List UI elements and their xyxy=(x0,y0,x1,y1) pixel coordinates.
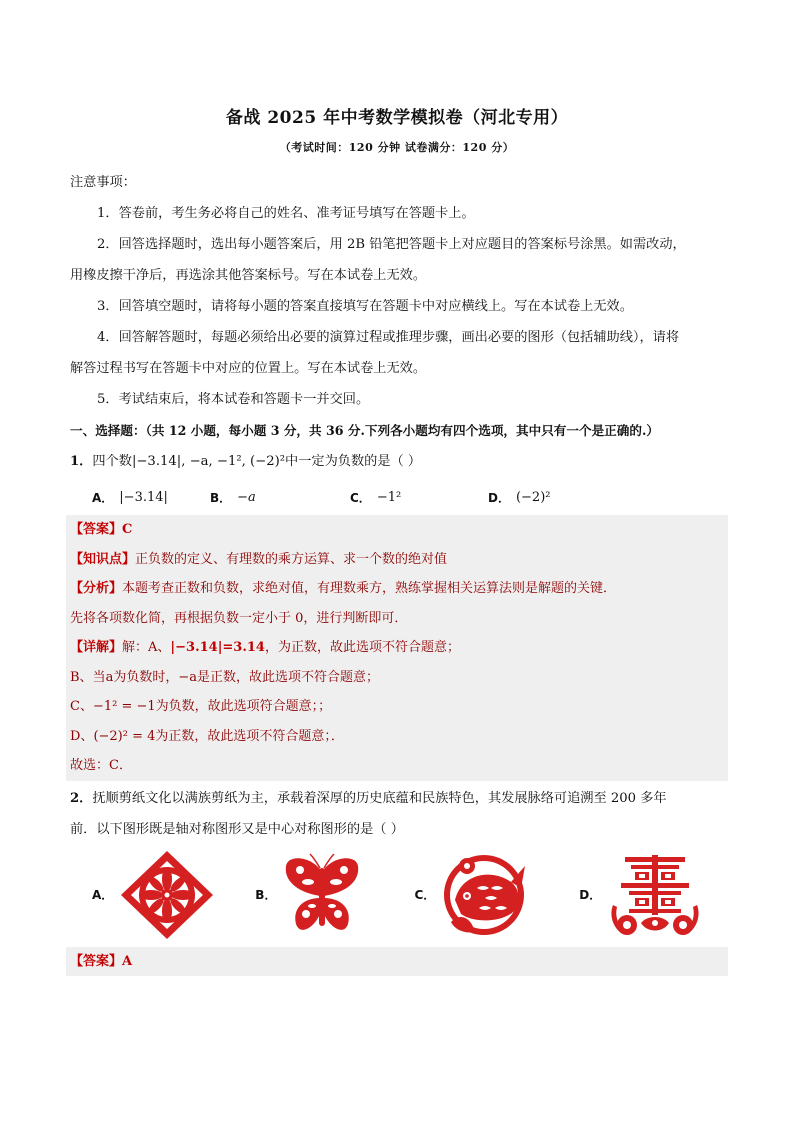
question-1-math: |−3.14|, −a, −1², (−2)² xyxy=(131,454,286,469)
option-c[interactable]: C． xyxy=(414,852,527,938)
page-title: 备战 2025 年中考数学模拟卷（河北专用） xyxy=(225,108,569,128)
question-1-solution xyxy=(66,515,728,781)
detail-row-d: D、(−2)² = 4为正数，故此选项不符合题意；． xyxy=(70,728,344,744)
answer-row: 【答案】C xyxy=(70,522,133,537)
question-2-options xyxy=(70,849,724,941)
option-b[interactable]: B． xyxy=(255,852,362,938)
option-a[interactable]: A． xyxy=(92,849,215,941)
knowledge-row: 【知识点】正负数的定义、有理数的乘方运算、求一个数的绝对值 xyxy=(70,551,448,567)
notice-item-4a: 4．回答解答题时，每题必须给出必要的演算过程或推理步骤，画出必要的图形（包括辅助线），请将 xyxy=(97,330,680,345)
option-c[interactable]: C． −1² xyxy=(350,489,402,505)
notice-item-4b: 解答过程书写在答题卡中对应的位置上。写在本试卷上无效。 xyxy=(70,361,427,376)
notice-heading: 注意事项： xyxy=(70,175,136,190)
option-b[interactable]: B． −a xyxy=(210,489,256,505)
answer-value: A xyxy=(122,953,133,969)
neg-a: −a xyxy=(178,669,197,685)
option-d[interactable]: D． xyxy=(579,853,703,937)
paper-cut-double-happiness-icon xyxy=(607,853,703,937)
notice-item-3: 3．回答填空题时，请将每小题的答案直接填写在答题卡中对应横线上。写在本试卷上无效。 xyxy=(97,299,633,314)
analysis-row: 【分析】本题考查正数和负数，求绝对值，有理数乘方，熟练掌握相关运算法则是解题的关键． xyxy=(70,581,617,596)
question-2-stem-1: 2．抚顺剪纸文化以满族剪纸为主，承载着深厚的历史底蕴和民族特色，其发展脉络可追溯至 200 多年 xyxy=(70,790,667,806)
question-2-stem-2: 前．以下图形既是轴对称图形又是中心对称图形的是（ ） xyxy=(70,821,404,837)
var-a: a xyxy=(105,669,114,685)
conclusion-row: 故选：C． xyxy=(70,758,132,773)
detail-row-a: 【详解】解：A、|−3.14|=3.14，为正数，故此选项不符合题意； xyxy=(70,640,460,655)
question-1-stem xyxy=(70,446,724,477)
analysis-row-2: 先将各项数化简，再根据负数一定小于 0，进行判断即可． xyxy=(70,610,408,626)
option-d[interactable]: D． (−2)² xyxy=(488,489,551,505)
option-a[interactable]: A． |−3.14| xyxy=(92,489,168,505)
question-1-number: 1． xyxy=(70,454,93,469)
detail-row-b: B、当a为负数时，−a是正数，故此选项不符合题意； xyxy=(70,669,380,685)
detail-row-c: C、−1² = −1为负数，故此选项符合题意；； xyxy=(70,699,332,714)
notice-item-2a: 2．回答选择题时，选出每小题答案后，用 2B 铅笔把答题卡上对应题目的答案标号涂黑。如需改动， xyxy=(97,237,686,252)
notice-item-5: 5．考试结束后，将本试卷和答题卡一并交回。 xyxy=(97,392,370,407)
exam-page xyxy=(70,100,724,976)
section-heading: 一、选择题：（共 12 小题，每小题 3 分，共 36 分.下列各小题均有四个选项，其中只有一个是正确的.） xyxy=(70,423,659,438)
notice-item-2b: 用橡皮擦干净后，再选涂其他答案标号。写在本试卷上无效。 xyxy=(70,268,427,283)
paper-cut-fish-icon xyxy=(441,852,527,938)
question-1-options xyxy=(70,479,724,515)
notice-item-1: 1．答卷前，考生务必将自己的姓名、准考证号填写在答题卡上。 xyxy=(97,206,475,221)
question-2-answer: 【答案】A xyxy=(66,947,728,976)
answer-value: C xyxy=(122,522,133,537)
exam-info: （考试时间：120 分钟 试卷满分：120 分） xyxy=(279,141,515,154)
question-1-prefix: 四个数 xyxy=(92,454,132,469)
paper-cut-diamond-flower-icon xyxy=(119,849,215,941)
paper-cut-butterfly-icon xyxy=(282,852,362,938)
question-1-suffix: 中一定为负数的是（ ） xyxy=(285,454,422,469)
